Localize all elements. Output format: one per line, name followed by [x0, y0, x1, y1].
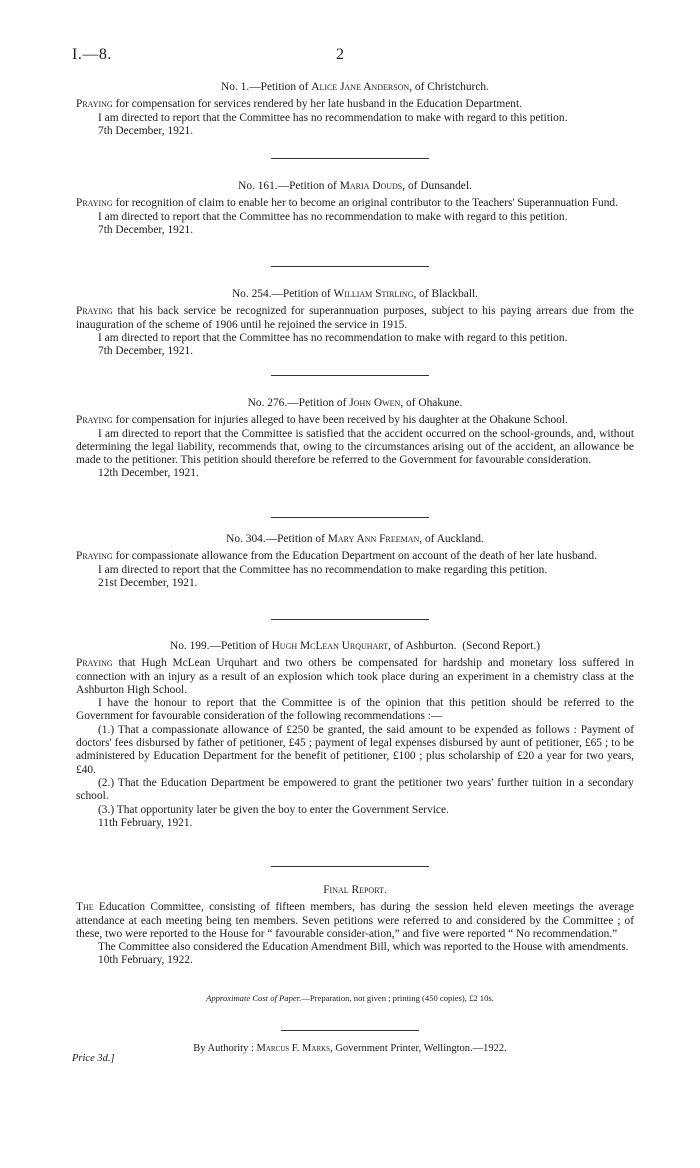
report-paragraph: I am directed to report that the Committee is satisfied that the accident occurred on the school-grounds, and, without determining the legal liability, recommends that, owing to the circumstances arising out of the accident, an allowance be made to the petitioner. This petition should therefore be referred to the Government for favourable consideration. — [76, 427, 634, 467]
report-date: 7th December, 1921. — [98, 345, 194, 358]
section-divider — [271, 375, 429, 376]
praying-paragraph: Praying that Hugh McLean Urquhart and two others be compensated for hardship and monetary loss suffered in connection with an injury as a result of an explosion which took place during an experiment in a chemistry class at the Ashburton High School. — [76, 657, 634, 696]
praying-paragraph: Praying for compassionate allowance from the Education Department on account of the death of her late husband. — [76, 550, 597, 563]
parliamentary-paper-reference: I.—8. — [72, 46, 112, 63]
petitioner-name: William Stirling — [333, 288, 414, 300]
report-paragraph: I am directed to report that the Committee has no recommendation to make with regard to this petition. — [98, 111, 568, 124]
final-report-paragraph: The Education Committee, consisting of fifteen members, has during the session held eleven meetings the average attendance at each meeting being ten members. Seven petitions were referred to and considered by the Committee ; of these, two were reported to the House for “ favourable consider-ation,” and five were reported “ No recommendation.” — [76, 901, 634, 940]
petition-title: No. 304.—Petition of Mary Ann Freeman, of Auckland. — [226, 533, 484, 545]
petition-title: No. 254.—Petition of William Stirling, of Blackball. — [231, 288, 479, 300]
recommendation-2: (2.) That the Education Department be empowered to grant the petitioner two years' further tuition in a secondary school. — [76, 776, 634, 803]
report-date: 21st December, 1921. — [98, 576, 198, 589]
report-paragraph: I am directed to report that the Committee has no recommendation to make with regard to this petition. — [98, 331, 568, 344]
petition-161 — [76, 180, 634, 237]
petitioner-name: Maria Douds — [339, 180, 403, 192]
report-paragraph: I am directed to report that the Committee has no recommendation to make with regard to this petition. — [98, 210, 568, 223]
report-suffix: (Second Report.) — [462, 640, 541, 652]
recommendation-1: (1.) That a compassionate allowance of £250 be granted, the said amount to be expended as follows : Payment of doctors' fees disbursed by father of petitioner, £45 ; payment of legal expenses disbursed by aunt of petitioner, £65 ; to be administered by Education Department for the benefit of petitioner, £100 ; plus scholarship of £20 a year for two years, £40. — [76, 723, 634, 776]
report-date: 12th December, 1921. — [98, 467, 199, 480]
petition-title: No. 276.—Petition of John Owen, of Ohakune. — [247, 397, 463, 409]
petition-199 — [76, 640, 634, 830]
final-report — [76, 884, 634, 968]
report-paragraph: I am directed to report that the Committee has no recommendation to make regarding this petition. — [98, 563, 548, 576]
price: Price 3d.] — [72, 1053, 115, 1064]
cost-of-paper-note: Approximate Cost of Paper.—Preparation, not given ; printing (450 copies), £2 10s. — [206, 993, 494, 1003]
petitioner-name: John Owen — [349, 397, 401, 409]
petition-276 — [76, 397, 634, 481]
report-date: 11th February, 1921. — [98, 816, 193, 829]
praying-paragraph: Praying for recognition of claim to enable her to become an original contributor to the Teachers' Superannuation Fund. — [76, 197, 618, 210]
section-divider — [271, 158, 429, 159]
report-paragraph: I have the honour to report that the Committee is of the opinion that this petition should be referred to the Government for favourable consideration of the following recommendations :— — [76, 697, 634, 723]
final-report-amendment: The Committee also considered the Education Amendment Bill, which was reported to the House with amendments. — [98, 941, 629, 954]
petition-1 — [76, 81, 634, 138]
section-divider — [271, 619, 429, 620]
section-divider — [271, 866, 429, 867]
petition-title: No. 199.—Petition of Hugh McLean Urquhart, of Ashburton. (Second Report.) — [169, 640, 541, 652]
final-report-date: 10th February, 1922. — [98, 954, 193, 967]
section-divider — [271, 517, 429, 518]
petitioner-name: Alice Jane Anderson — [311, 81, 410, 93]
page-number: 2 — [336, 46, 344, 63]
printer-authority: By Authority : Marcus F. Marks, Government Printer, Wellington.—1922. — [193, 1043, 507, 1054]
petition-304 — [76, 533, 634, 590]
petition-title: No. 1.—Petition of Alice Jane Anderson, of Christchurch. — [221, 81, 489, 93]
footer-divider — [281, 1030, 419, 1031]
praying-paragraph: Praying that his back service be recognized for superannuation purposes, subject to his paying arrears due from the inauguration of the scheme of 1906 until he rejoined the service in 1915. — [76, 305, 634, 331]
report-date: 7th December, 1921. — [98, 223, 194, 236]
petition-254 — [76, 288, 634, 358]
section-divider — [271, 266, 429, 267]
petitioner-name: Hugh McLean Urquhart — [271, 640, 389, 652]
report-date: 7th December, 1921. — [98, 124, 194, 137]
final-report-heading: Final Report. — [323, 884, 387, 896]
recommendation-3: (3.) That opportunity later be given the boy to enter the Government Service. — [98, 803, 449, 816]
petition-title: No. 161.—Petition of Maria Douds, of Dunsandel. — [238, 180, 472, 192]
praying-paragraph: Praying for compensation for services rendered by her late husband in the Education Department. — [76, 98, 523, 111]
petitioner-name: Mary Ann Freeman — [327, 533, 420, 545]
praying-paragraph: Praying for compensation for injuries alleged to have been received by his daughter at the Ohakune School. — [76, 414, 568, 427]
